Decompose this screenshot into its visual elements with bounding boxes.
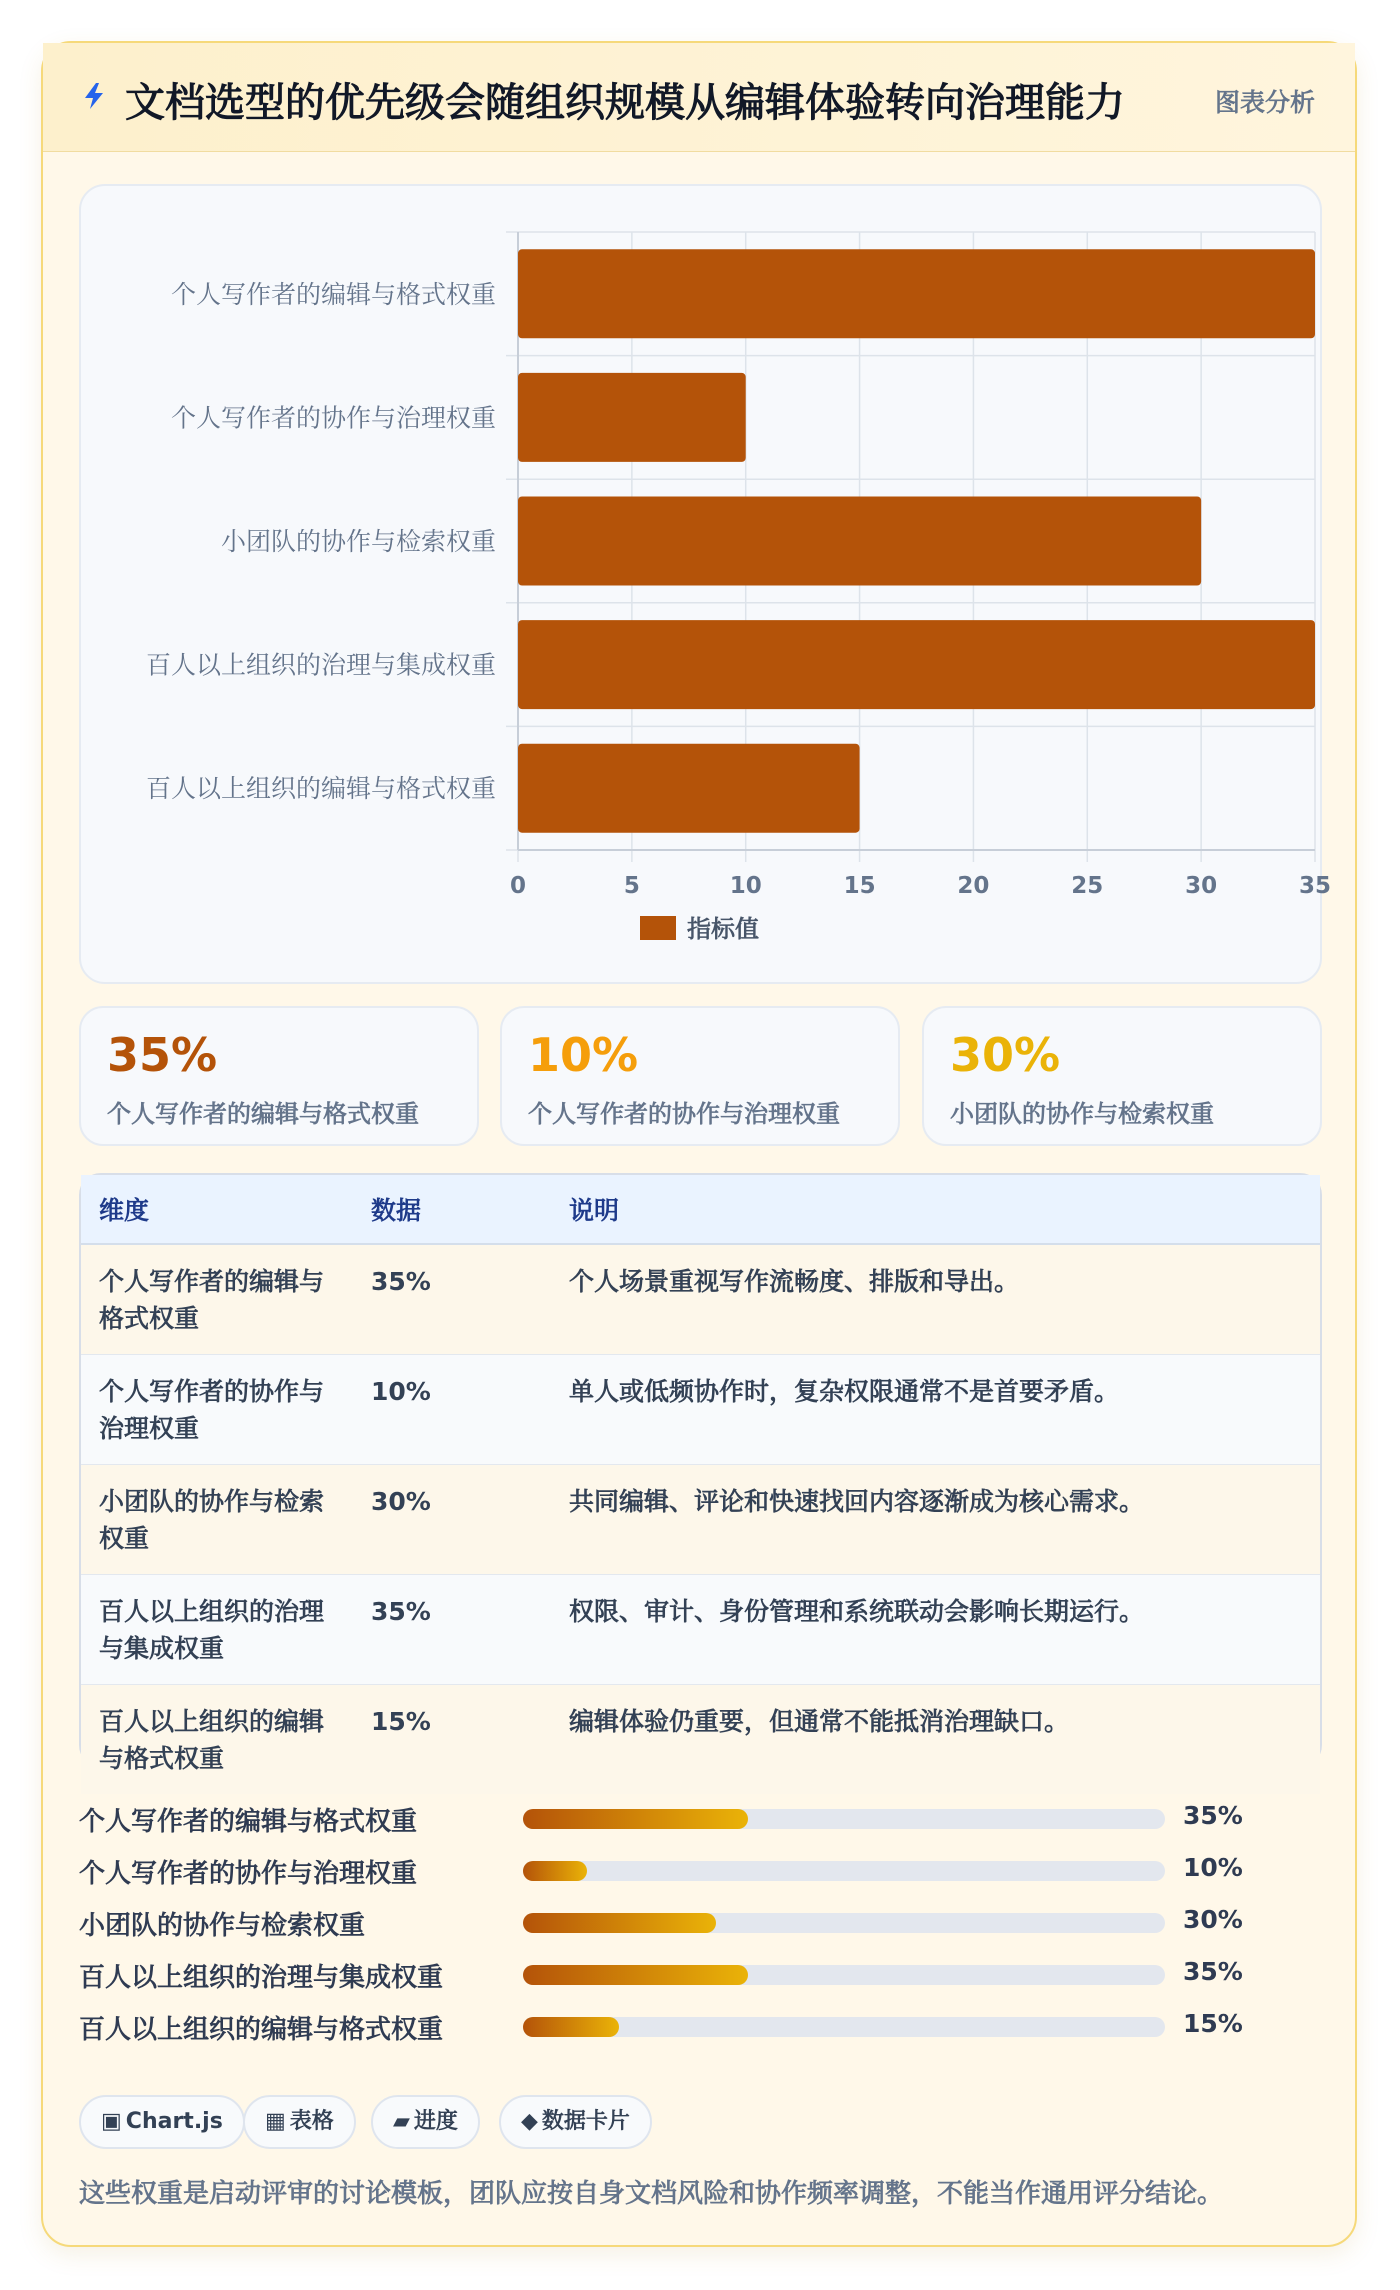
- chart-icon: ▣: [101, 2109, 122, 2134]
- bar: [518, 373, 746, 462]
- data-table: [79, 1173, 1322, 1773]
- stat-card: [500, 1006, 900, 1146]
- badge-chartjs: [79, 2095, 245, 2149]
- y-tick-label: 个人写作者的编辑与格式权重: [170, 279, 496, 309]
- column-header-description: 说明: [551, 1175, 1320, 1244]
- progress-track: [523, 1861, 1165, 1881]
- badge-label: 进度: [413, 2109, 458, 2134]
- card-header: [43, 43, 1355, 152]
- progress-value: 35%: [1183, 1957, 1243, 1986]
- progress-value: 15%: [1183, 2009, 1243, 2038]
- cell-dimension: 个人写作者的编辑与格式权重: [81, 1244, 353, 1354]
- cell-description: 权限、审计、身份管理和系统联动会影响长期运行。: [551, 1574, 1320, 1684]
- y-tick-label: 百人以上组织的治理与集成权重: [145, 650, 496, 680]
- x-tick-label: 35: [1298, 873, 1332, 899]
- stat-cards: [79, 1006, 1322, 1146]
- badge-progress: [371, 2095, 480, 2149]
- progress-row: [79, 1801, 1322, 1835]
- cell-dimension: 百人以上组织的编辑与格式权重: [81, 1684, 353, 1794]
- y-tick-label: 小团队的协作与检索权重: [220, 527, 496, 556]
- stat-label: 小团队的协作与检索权重: [950, 1100, 1214, 1128]
- legend-label: 指标值: [687, 915, 759, 943]
- bar: [518, 497, 1201, 586]
- cell-data: 30%: [353, 1464, 551, 1574]
- x-tick-label: 25: [1071, 873, 1104, 899]
- stat-value: 30%: [950, 1028, 1061, 1082]
- cell-data: 10%: [353, 1354, 551, 1464]
- progress-track: [523, 2017, 1165, 2037]
- stat-label: 个人写作者的协作与治理权重: [528, 1100, 840, 1128]
- table-row: [81, 1464, 1320, 1574]
- cell-data: 35%: [353, 1574, 551, 1684]
- footnote: 这些权重是启动评审的讨论模板，团队应按自身文档风险和协作频率调整，不能当作通用评分结论。: [79, 2179, 1224, 2209]
- bar: [518, 620, 1315, 709]
- cell-description: 编辑体验仍重要，但通常不能抵消治理缺口。: [551, 1684, 1320, 1794]
- progress-label: 个人写作者的编辑与格式权重: [79, 1807, 418, 1837]
- cell-description: 共同编辑、评论和快速找回内容逐渐成为核心需求。: [551, 1464, 1320, 1574]
- cell-data: 35%: [353, 1244, 551, 1354]
- progress-fill: [523, 1809, 748, 1829]
- stat-label: 个人写作者的编辑与格式权重: [107, 1100, 419, 1128]
- badge-data-cards: [499, 2095, 652, 2149]
- tech-badges: [79, 2095, 1322, 2151]
- badge-table: [243, 2095, 356, 2149]
- y-tick-label: 个人写作者的协作与治理权重: [170, 403, 496, 433]
- badge-label: 表格: [289, 2109, 334, 2134]
- x-tick-label: 20: [957, 873, 990, 899]
- stat-card: [922, 1006, 1322, 1146]
- analysis-card: [41, 41, 1357, 2247]
- progress-value: 30%: [1183, 1905, 1243, 1934]
- progress-row: [79, 1905, 1322, 1939]
- legend-swatch: [640, 916, 676, 940]
- progress-fill: [523, 1861, 587, 1881]
- table-header-row: [81, 1175, 1320, 1244]
- bar: [518, 744, 860, 833]
- cell-data: 15%: [353, 1684, 551, 1794]
- stat-value: 35%: [107, 1028, 218, 1082]
- progress-fill: [523, 1965, 748, 1985]
- x-tick-label: 10: [729, 873, 762, 899]
- cell-dimension: 百人以上组织的治理与集成权重: [81, 1574, 353, 1684]
- cell-description: 个人场景重视写作流畅度、排版和导出。: [551, 1244, 1320, 1354]
- table-icon: ▦: [265, 2109, 286, 2134]
- progress-label: 个人写作者的协作与治理权重: [79, 1859, 418, 1889]
- progress-track: [523, 1913, 1165, 1933]
- cell-description: 单人或低频协作时，复杂权限通常不是首要矛盾。: [551, 1354, 1320, 1464]
- column-header-dimension: 维度: [81, 1175, 353, 1244]
- progress-row: [79, 1957, 1322, 1991]
- progress-icon: ▰: [393, 2109, 410, 2134]
- cell-dimension: 个人写作者的协作与治理权重: [81, 1354, 353, 1464]
- chart-analysis-tag: 图表分析: [1214, 88, 1315, 117]
- progress-fill: [523, 1913, 716, 1933]
- cell-dimension: 小团队的协作与检索权重: [81, 1464, 353, 1574]
- x-tick-label: 5: [623, 873, 640, 899]
- progress-row: [79, 2009, 1322, 2043]
- progress-label: 小团队的协作与检索权重: [79, 1911, 366, 1941]
- bar-chart-panel: [79, 184, 1332, 984]
- table-row: [81, 1574, 1320, 1684]
- progress-label: 百人以上组织的治理与集成权重: [79, 1963, 444, 1993]
- x-tick-label: 15: [843, 873, 876, 899]
- x-tick-label: 0: [509, 873, 527, 899]
- bar: [518, 249, 1315, 338]
- page-title: 文档选型的优先级会随组织规模从编辑体验转向治理能力: [125, 80, 1125, 126]
- stat-card: [79, 1006, 479, 1146]
- diamond-icon: ◆: [521, 2109, 538, 2134]
- progress-label: 百人以上组织的编辑与格式权重: [79, 2015, 444, 2045]
- progress-fill: [523, 2017, 619, 2037]
- stat-value: 10%: [528, 1028, 639, 1082]
- table-row: [81, 1684, 1320, 1794]
- y-tick-label: 百人以上组织的编辑与格式权重: [145, 774, 496, 804]
- progress-track: [523, 1965, 1165, 1985]
- progress-row: [79, 1853, 1322, 1887]
- table-row: [81, 1354, 1320, 1464]
- x-tick-label: 30: [1185, 873, 1218, 899]
- badge-label: Chart.js: [125, 2109, 223, 2134]
- progress-value: 10%: [1183, 1853, 1243, 1882]
- lightning-icon: [81, 81, 107, 111]
- progress-value: 35%: [1183, 1801, 1243, 1830]
- column-header-data: 数据: [353, 1175, 551, 1244]
- table-row: [81, 1244, 1320, 1354]
- bar-chart: [81, 186, 1332, 986]
- progress-track: [523, 1809, 1165, 1829]
- progress-list: [79, 1801, 1322, 2067]
- badge-label: 数据卡片: [541, 2109, 630, 2134]
